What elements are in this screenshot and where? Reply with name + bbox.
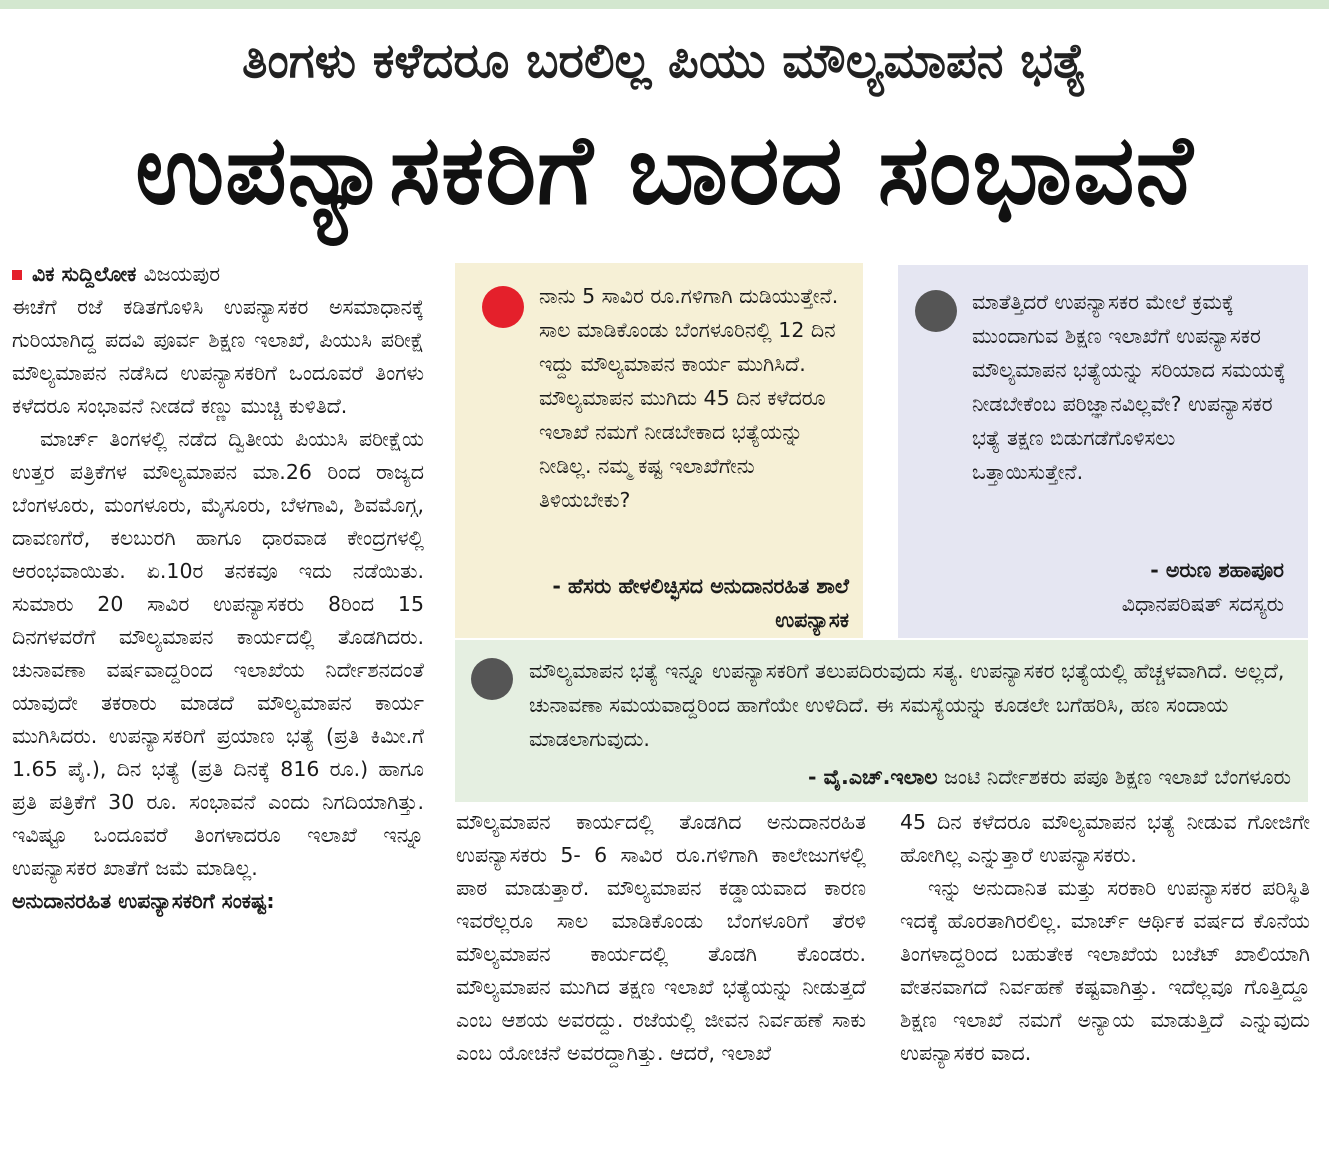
quote-speaker-title: ವಿಧಾನಪರಿಷತ್ ಸದಸ್ಯರು <box>1121 592 1284 616</box>
top-color-bar <box>0 0 1329 9</box>
body-paragraph: ಇನ್ನು ಅನುದಾನಿತ ಮತ್ತು ಸರಕಾರಿ ಉಪನ್ಯಾಸಕರ ಪರಿಸ್ಥಿತಿ ಇದಕ್ಕೆ ಹೊರತಾಗಿರಲಿಲ್ಲ. ಮಾರ್ಚ್ ಆರ್ಥಿಕ ವರ್ಷದ ಕೊನೆಯ ತಿಂಗಳಾದ್ದರಿಂದ ಬಹುತೇಕ ಇಲಾಖೆಯ ಬಜೆಟ್ ಖಾಲಿಯಾಗಿ ವೇತನವಾಗದೆ ನಿರ್ವಹಣೆ ಕಷ್ಟವಾಗಿತ್ತು. ಇದೆಲ್ಲವೂ ಗೊತ್ತಿದ್ದೂ ಶಿಕ್ಷಣ ಇಲಾಖೆ ನಮಗೆ ಅನ್ಯಾಯ ಮಾಡುತ್ತಿದೆ ಎನ್ನುವುದು ಉಪನ್ಯಾಸಕರ ವಾದ. <box>900 876 1310 1065</box>
square-bullet-icon <box>12 270 22 280</box>
quote-speaker-name: - ವೈ.ಎಚ್.ಇಲಾಲ <box>807 765 938 789</box>
kicker-headline: ತಿಂಗಳು ಕಳೆದರೂ ಬರಲಿಲ್ಲ ಪಿಯು ಮೌಲ್ಯಮಾಪನ ಭತ್ಯೆ <box>242 33 1087 89</box>
body-paragraph: ಈಚೆಗೆ ರಜೆ ಕಡಿತಗೊಳಿಸಿ ಉಪನ್ಯಾಸಕರ ಅಸಮಾಧಾನಕ್ಕೆ ಗುರಿಯಾಗಿದ್ದ ಪದವಿ ಪೂರ್ವ ಶಿಕ್ಷಣ ಇಲಾಖೆ, ಪಿಯುಸಿ ಪರೀಕ್ಷೆ ಮೌಲ್ಯಮಾಪನ ನಡೆಸಿದ ಉಪನ್ಯಾಸಕರಿಗೆ ಒಂದೂವರೆ ತಿಂಗಳು ಕಳೆದರೂ ಸಂಭಾವನೆ ನೀಡದೆ ಕಣ್ಣು ಮುಚ್ಚಿ ಕುಳಿತಿದೆ. <box>12 295 424 418</box>
article-column-2 <box>456 806 866 1070</box>
quote-box-mlc <box>898 265 1308 638</box>
main-headline: ಉಪನ್ಯಾಸಕರಿಗೆ ಬಾರದ ಸಂಭಾವನೆ <box>135 114 1194 226</box>
quote-mark-icon <box>482 286 524 328</box>
body-paragraph: ಮಾರ್ಚ್ ತಿಂಗಳಲ್ಲಿ ನಡೆದ ದ್ವಿತೀಯ ಪಿಯುಸಿ ಪರೀಕ್ಷೆಯ ಉತ್ತರ ಪತ್ರಿಕೆಗಳ ಮೌಲ್ಯಮಾಪನ ಮಾ.26 ರಿಂದ ರಾಜ್ಯದ ಬೆಂಗಳೂರು, ಮಂಗಳೂರು, ಮೈಸೂರು, ಬೆಳಗಾವಿ, ಶಿವಮೊಗ್ಗ, ದಾವಣಗೆರೆ, ಕಲಬುರಗಿ ಹಾಗೂ ಧಾರವಾಡ ಕೇಂದ್ರಗಳಲ್ಲಿ ಆರಂಭವಾಯಿತು. ಏ.10ರ ತನಕವೂ ಇದು ನಡೆಯಿತು. ಸುಮಾರು 20 ಸಾವಿರ ಉಪನ್ಯಾಸಕರು 8ರಿಂದ 15 ದಿನಗಳವರೆಗೆ ಮೌಲ್ಯಮಾಪನ ಕಾರ್ಯದಲ್ಲಿ ತೊಡಗಿದರು. ಚುನಾವಣಾ ವರ್ಷವಾದ್ದರಿಂದ ಇಲಾಖೆಯ ನಿರ್ದೇಶನದಂತೆ ಯಾವುದೇ ತಕರಾರು ಮಾಡದೆ ಮೌಲ್ಯಮಾಪನ ಕಾರ್ಯ ಮುಗಿಸಿದರು. ಉಪನ್ಯಾಸಕರಿಗೆ ಪ್ರಯಾಣ ಭತ್ಯೆ (ಪ್ರತಿ ಕಿಮೀ.ಗೆ 1.65 ಪೈ.), ದಿನ ಭತ್ಯೆ (ಪ್ರತಿ ದಿನಕ್ಕೆ 816 ರೂ.) ಹಾಗೂ ಪ್ರತಿ ಪತ್ರಿಕೆಗೆ 30 ರೂ. ಸಂಭಾವನೆ ಎಂದು ನಿಗದಿಯಾಗಿತ್ತು. ಇವಿಷ್ಟೂ ಒಂದೂವರೆ ತಿಂಗಳಾದರೂ ಇಲಾಖೆ ಇನ್ನೂ ಉಪನ್ಯಾಸಕರ ಖಾತೆಗೆ ಜಮೆ ಮಾಡಿಲ್ಲ. <box>12 427 424 880</box>
quote-text: ಮೌಲ್ಯಮಾಪನ ಭತ್ಯೆ ಇನ್ನೂ ಉಪನ್ಯಾಸಕರಿಗೆ ತಲುಪದಿರುವುದು ಸತ್ಯ. ಉಪನ್ಯಾಸಕರ ಭತ್ಯೆಯಲ್ಲಿ ಹೆಚ್ಚಳವಾಗಿದೆ. ಅಲ್ಲದೆ, ಚುನಾವಣಾ ಸಮಯವಾದ್ದರಿಂದ ಹಾಗೆಯೇ ಉಳಿದಿದೆ. ಈ ಸಮಸ್ಯೆಯನ್ನು ಕೂಡಲೇ ಬಗೆಹರಿಸಿ, ಹಣ ಸಂದಾಯ ಮಾಡಲಾಗುವುದು. <box>529 659 1285 751</box>
dateline <box>12 258 424 291</box>
subheading: ಅನುದಾನರಹಿತ ಉಪನ್ಯಾಸಕರಿಗೆ ಸಂಕಷ್ಟ: <box>12 889 275 913</box>
article-column-3 <box>900 806 1310 1070</box>
body-paragraph: 45 ದಿನ ಕಳೆದರೂ ಮೌಲ್ಯಮಾಪನ ಭತ್ಯೆ ನೀಡುವ ಗೋಜಿಗೇ ಹೋಗಿಲ್ಲ ಎನ್ನುತ್ತಾರೆ ಉಪನ್ಯಾಸಕರು. <box>900 810 1310 867</box>
dateline-source: ವಿಕ ಸುದ್ದಿಲೋಕ <box>32 262 137 286</box>
quote-mark-icon <box>471 658 513 700</box>
quote-speaker-name: - ಅರುಣ ಶಹಾಪೂರ <box>1150 558 1284 582</box>
quote-speaker-title: ಜಂಟಿ ನಿರ್ದೇಶಕರು ಪಪೂ ಶಿಕ್ಷಣ ಇಲಾಖೆ ಬೆಂಗಳೂರು <box>944 765 1291 789</box>
quote-box-joint-director <box>455 640 1308 802</box>
quote-mark-icon <box>915 290 957 332</box>
quote-attribution <box>475 760 1291 794</box>
quote-text: ನಾನು 5 ಸಾವಿರ ರೂ.ಗಳಿಗಾಗಿ ದುಡಿಯುತ್ತೇನೆ. ಸಾಲ ಮಾಡಿಕೊಂಡು ಬೆಂಗಳೂರಿನಲ್ಲಿ 12 ದಿನ ಇದ್ದು ಮೌಲ್ಯಮಾಪನ ಕಾರ್ಯ ಮುಗಿಸಿದೆ. ಮೌಲ್ಯಮಾಪನ ಮುಗಿದು 45 ದಿನ ಕಳೆದರೂ ಇಲಾಖೆ ನಮಗೆ ನೀಡಬೇಕಾದ ಭತ್ಯೆಯನ್ನು ನೀಡಿಲ್ಲ. ನಮ್ಮ ಕಷ್ಟ ಇಲಾಖೆಗೇನು ತಿಳಿಯಬೇಕು? <box>539 284 839 512</box>
quote-text: ಮಾತೆತ್ತಿದರೆ ಉಪನ್ಯಾಸಕರ ಮೇಲೆ ಕ್ರಮಕ್ಕೆ ಮುಂದಾಗುವ ಶಿಕ್ಷಣ ಇಲಾಖೆಗೆ ಉಪನ್ಯಾಸಕರ ಮೌಲ್ಯಮಾಪನ ಭತ್ಯೆಯನ್ನು ಸರಿಯಾದ ಸಮಯಕ್ಕೆ ನೀಡಬೇಕೆಂಬ ಪರಿಜ್ಞಾನವಿಲ್ಲವೇ? ಉಪನ್ಯಾಸಕರ ಭತ್ಯೆ ತಕ್ಷಣ ಬಿಡುಗಡೆಗೊಳಿಸಲು ಒತ್ತಾಯಿಸುತ್ತೇನೆ. <box>972 290 1286 484</box>
body-paragraph: ಮೌಲ್ಯಮಾಪನ ಕಾರ್ಯದಲ್ಲಿ ತೊಡಗಿದ ಅನುದಾನರಹಿತ ಉಪನ್ಯಾಸಕರು 5- 6 ಸಾವಿರ ರೂ.ಗಳಿಗಾಗಿ ಕಾಲೇಜುಗಳಲ್ಲಿ ಪಾಠ ಮಾಡುತ್ತಾರೆ. ಮೌಲ್ಯಮಾಪನ ಕಡ್ಡಾಯವಾದ ಕಾರಣ ಇವರೆಲ್ಲರೂ ಸಾಲ ಮಾಡಿಕೊಂಡು ಬೆಂಗಳೂರಿಗೆ ತೆರಳಿ ಮೌಲ್ಯಮಾಪನ ಕಾರ್ಯದಲ್ಲಿ ತೊಡಗಿ ಕೊಂಡರು. ಮೌಲ್ಯಮಾಪನ ಮುಗಿದ ತಕ್ಷಣ ಇಲಾಖೆ ಭತ್ಯೆಯನ್ನು ನೀಡುತ್ತದೆ ಎಂಬ ಆಶಯ ಅವರದ್ದು. ರಜೆಯಲ್ಲಿ ಜೀವನ ನಿರ್ವಹಣೆ ಸಾಕು ಎಂಬ ಯೋಚನೆ ಅವರದ್ದಾಗಿತ್ತು. ಆದರೆ, ಇಲಾಖೆ <box>456 810 866 1065</box>
quote-attribution: - ಹೆಸರು ಹೇಳಲಿಚ್ಛಿಸದ ಅನುದಾನರಹಿತ ಶಾಲೆ ಉಪನ್ಯಾಸಕ <box>552 574 849 632</box>
dateline-place: ವಿಜಯಪುರ <box>143 262 221 286</box>
article-column-1 <box>12 258 424 918</box>
